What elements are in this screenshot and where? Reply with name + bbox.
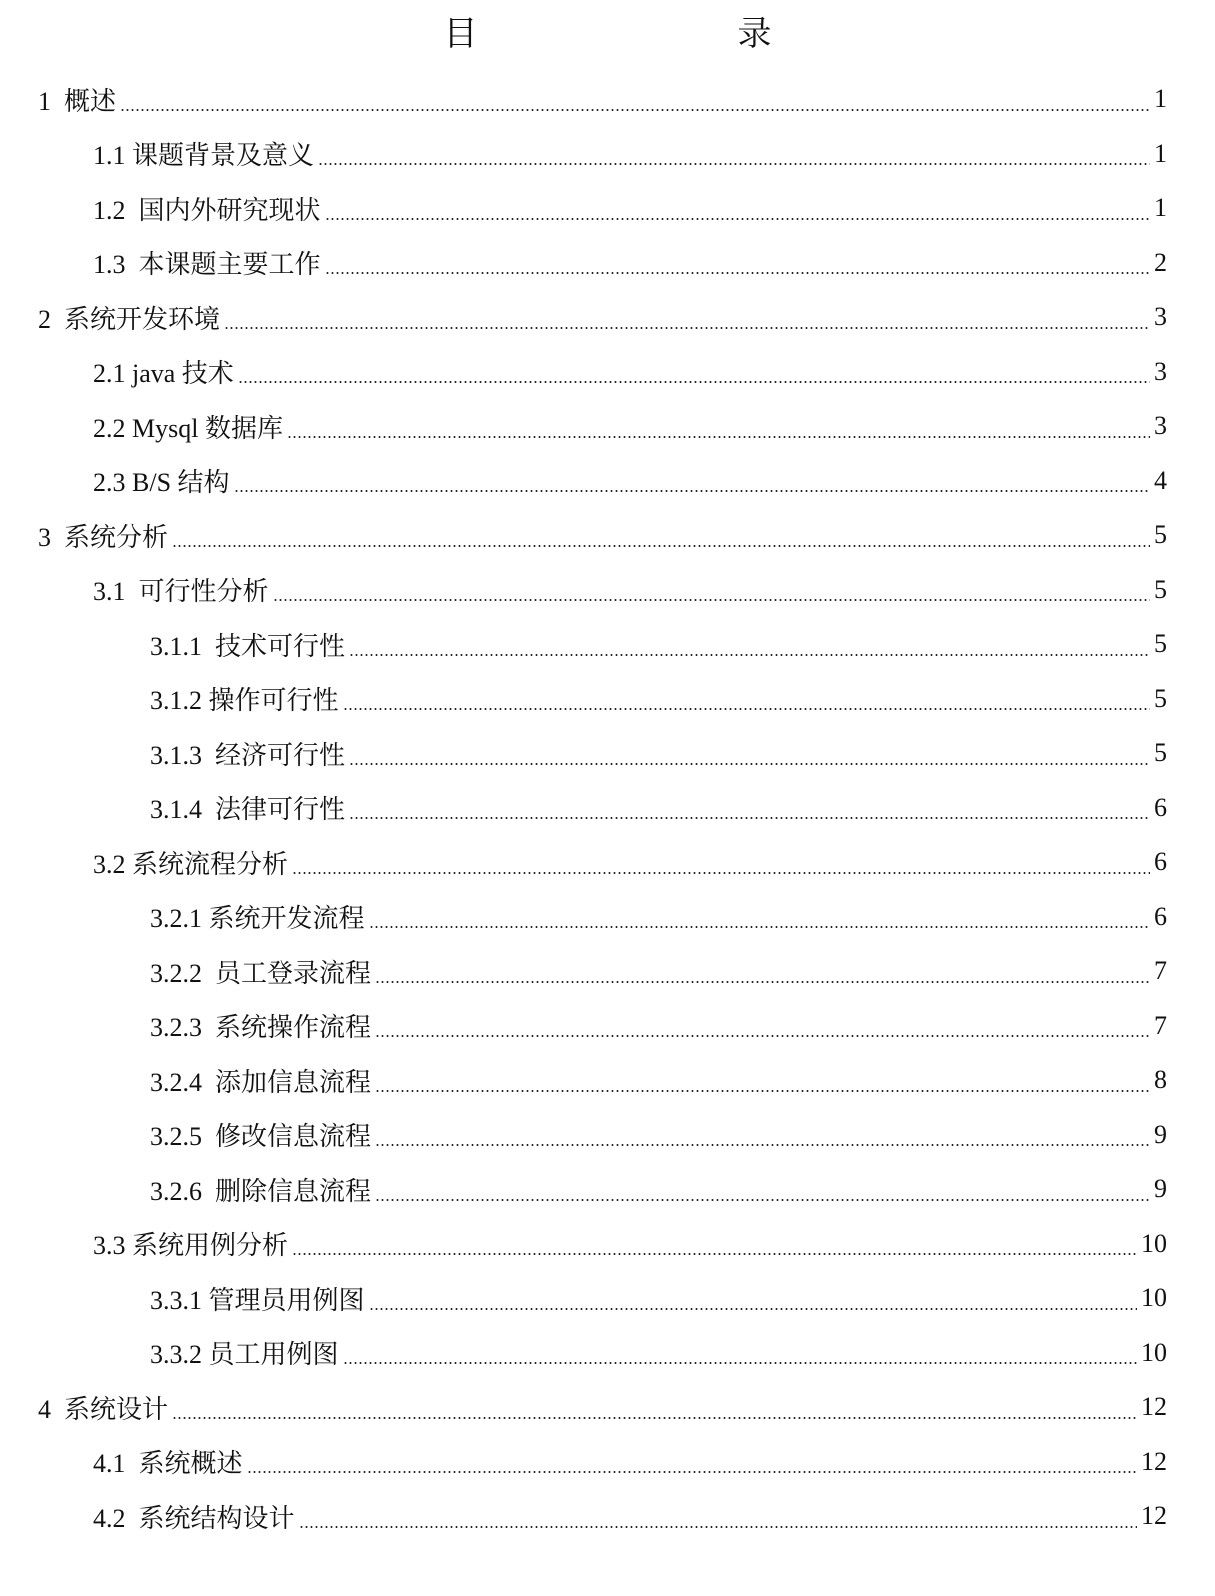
toc-entry[interactable]	[0, 563, 1215, 618]
toc-entry-number: 1.3	[93, 250, 126, 280]
dot-leader	[349, 817, 1150, 819]
toc-page-number: 5	[1154, 738, 1167, 768]
dot-leader	[325, 272, 1150, 274]
toc-entry-label	[150, 735, 345, 772]
toc-entry-number: 4.2	[93, 1503, 126, 1533]
toc-entry-number: 3.2.6	[150, 1176, 202, 1206]
toc-entry[interactable]	[0, 1217, 1215, 1272]
toc-title: 目 录	[443, 16, 836, 53]
toc-entry-number: 3.1.1	[150, 631, 202, 661]
toc-page-number: 3	[1154, 356, 1167, 386]
toc-entry-title: 系统开发流程	[208, 904, 365, 934]
toc-entry[interactable]	[0, 72, 1215, 127]
toc-entry-label	[150, 1280, 365, 1317]
toc-entry-title: 系统概述	[138, 1449, 243, 1479]
dot-leader	[343, 1362, 1137, 1364]
toc-entry-number: 2.3	[93, 468, 126, 498]
toc-entry[interactable]	[0, 290, 1215, 345]
toc-page-number: 2	[1154, 247, 1167, 277]
toc-entry-label	[93, 135, 314, 172]
toc-entry-label	[150, 789, 345, 826]
toc-entry[interactable]	[0, 1489, 1215, 1544]
toc-entry-label	[150, 1116, 371, 1153]
toc-entry[interactable]	[0, 1380, 1215, 1435]
toc-page-number: 1	[1154, 193, 1167, 223]
toc-entry-number: 3.2.3	[150, 1013, 202, 1043]
toc-entry-title: 删除信息流程	[215, 1176, 372, 1206]
toc-page-number: 8	[1154, 1065, 1167, 1095]
toc-entry[interactable]	[0, 944, 1215, 999]
dot-leader	[238, 381, 1150, 383]
toc-entry-label	[93, 462, 230, 499]
toc-entry-title: Mysql 数据库	[132, 413, 283, 443]
dot-leader	[273, 599, 1150, 601]
toc-entry-number: 3.2.2	[150, 958, 202, 988]
toc-page-number: 10	[1141, 1337, 1167, 1367]
toc-entry-title: 系统流程分析	[132, 849, 289, 879]
toc-entry-title: 操作可行性	[208, 686, 339, 716]
dot-leader	[299, 1526, 1137, 1528]
toc-page-number: 5	[1154, 629, 1167, 659]
dot-leader	[349, 654, 1150, 656]
toc-page-number: 5	[1154, 520, 1167, 550]
toc-page-number: 3	[1154, 411, 1167, 441]
toc-entry-number: 3.2.1	[150, 904, 202, 934]
dot-leader	[375, 981, 1150, 983]
dot-leader	[318, 163, 1150, 165]
dot-leader	[224, 327, 1150, 329]
toc-entry-title: 概述	[64, 86, 117, 116]
toc-entry-title: 修改信息流程	[215, 1122, 372, 1152]
toc-entry-number: 4.1	[93, 1449, 126, 1479]
toc-entry[interactable]	[0, 508, 1215, 563]
toc-entry-title: B/S 结构	[132, 468, 230, 498]
dot-leader	[325, 218, 1150, 220]
toc-entry-number: 2.1	[93, 359, 126, 389]
toc-entry-title: 课题背景及意义	[132, 141, 315, 171]
toc-entry[interactable]	[0, 835, 1215, 890]
toc-entry-label	[93, 1498, 295, 1535]
toc-entry-title: 法律可行性	[215, 795, 346, 825]
toc-entry-label	[93, 244, 321, 281]
toc-entry-number: 3.3.1	[150, 1285, 202, 1315]
toc-page-number: 5	[1154, 683, 1167, 713]
dot-leader	[369, 926, 1150, 928]
dot-leader	[343, 708, 1150, 710]
toc-entry-title: 员工登录流程	[215, 958, 372, 988]
toc-entry[interactable]	[0, 181, 1215, 236]
dot-leader	[247, 1471, 1137, 1473]
toc-entry-number: 3.2.4	[150, 1067, 202, 1097]
toc-entry-label	[93, 408, 283, 445]
toc-entry-number: 2	[38, 304, 51, 334]
toc-entry[interactable]	[0, 999, 1215, 1054]
toc-entry-number: 3	[38, 522, 51, 552]
toc-entry[interactable]	[0, 127, 1215, 182]
toc-entry-label	[38, 81, 116, 118]
toc-entry-number: 3.1	[93, 577, 126, 607]
dot-leader	[375, 1090, 1150, 1092]
dot-leader	[375, 1199, 1150, 1201]
toc-entry-label	[93, 353, 234, 390]
toc-entry-title: java 技术	[132, 359, 234, 389]
toc-entry-number: 3.1.3	[150, 740, 202, 770]
toc-entry-number: 1.1	[93, 141, 126, 171]
toc-page-number: 6	[1154, 901, 1167, 931]
dot-leader	[292, 1253, 1137, 1255]
toc-entry[interactable]	[0, 1053, 1215, 1108]
toc-entry[interactable]	[0, 726, 1215, 781]
toc-entry-title: 系统结构设计	[138, 1503, 295, 1533]
toc-page-number: 12	[1141, 1501, 1167, 1531]
toc-entry-number: 4	[38, 1394, 51, 1424]
toc-entry-number: 3.2	[93, 849, 126, 879]
toc-entry[interactable]	[0, 1271, 1215, 1326]
dot-leader	[172, 545, 1150, 547]
toc-entry-label	[38, 1389, 168, 1426]
toc-entry-title: 系统分析	[64, 522, 169, 552]
toc-entry-number: 3.3.2	[150, 1340, 202, 1370]
toc-page-number: 3	[1154, 302, 1167, 332]
toc-entry-title: 员工用例图	[208, 1340, 339, 1370]
toc-page-number: 7	[1154, 1010, 1167, 1040]
toc-entry-label	[150, 1007, 371, 1044]
toc-entry-title: 可行性分析	[138, 577, 269, 607]
toc-entry-number: 3.1.2	[150, 686, 202, 716]
toc-entry-title: 系统开发环境	[64, 304, 221, 334]
toc-entry-title: 管理员用例图	[208, 1285, 365, 1315]
toc-entry[interactable]	[0, 236, 1215, 291]
toc-entry-title: 经济可行性	[215, 740, 346, 770]
dot-leader	[369, 1308, 1137, 1310]
toc-page-number: 4	[1154, 465, 1167, 495]
toc-entry-label	[150, 1334, 339, 1371]
toc-entry-label	[93, 1443, 243, 1480]
toc-page-number: 10	[1141, 1283, 1167, 1313]
toc-entry-title: 系统用例分析	[132, 1231, 289, 1261]
toc-entry-label	[93, 1225, 288, 1262]
toc-entry-label	[93, 844, 288, 881]
dot-leader	[349, 763, 1150, 765]
toc-entry-title: 系统设计	[64, 1394, 169, 1424]
dot-leader	[120, 109, 1150, 111]
dot-leader	[172, 1417, 1137, 1419]
toc-page-number: 12	[1141, 1392, 1167, 1422]
toc-entry-number: 1.2	[93, 195, 126, 225]
toc-list	[0, 72, 1215, 1544]
toc-page-number: 5	[1154, 574, 1167, 604]
toc-entry-number: 3.1.4	[150, 795, 202, 825]
toc-entry[interactable]	[0, 1162, 1215, 1217]
dot-leader	[375, 1144, 1150, 1146]
toc-entry-title: 添加信息流程	[215, 1067, 372, 1097]
toc-entry-number: 3.3	[93, 1231, 126, 1261]
toc-entry-label	[150, 1062, 371, 1099]
toc-page-number: 9	[1154, 1119, 1167, 1149]
toc-entry-title: 本课题主要工作	[138, 250, 321, 280]
toc-entry[interactable]	[0, 345, 1215, 400]
toc-entry-label	[38, 517, 168, 554]
toc-entry-number: 1	[38, 86, 51, 116]
dot-leader	[234, 490, 1150, 492]
toc-entry[interactable]	[0, 617, 1215, 672]
toc-entry[interactable]	[0, 672, 1215, 727]
toc-entry[interactable]	[0, 1435, 1215, 1490]
toc-entry[interactable]	[0, 1108, 1215, 1163]
toc-entry-title: 系统操作流程	[215, 1013, 372, 1043]
toc-page-number: 1	[1154, 138, 1167, 168]
dot-leader	[375, 1035, 1150, 1037]
toc-entry[interactable]	[0, 781, 1215, 836]
toc-entry[interactable]	[0, 890, 1215, 945]
toc-page-number: 1	[1154, 84, 1167, 114]
toc-entry[interactable]	[0, 454, 1215, 509]
toc-entry-label	[93, 190, 321, 227]
toc-entry-number: 2.2	[93, 413, 126, 443]
toc-entry-label	[38, 299, 220, 336]
dot-leader	[292, 872, 1150, 874]
toc-entry[interactable]	[0, 1326, 1215, 1381]
toc-entry-label	[150, 953, 371, 990]
dot-leader	[287, 436, 1150, 438]
toc-page-number: 6	[1154, 847, 1167, 877]
toc-page-number: 10	[1141, 1228, 1167, 1258]
toc-page-number: 9	[1154, 1174, 1167, 1204]
toc-entry-number: 3.2.5	[150, 1122, 202, 1152]
toc-page-number: 7	[1154, 956, 1167, 986]
toc-entry-title: 国内外研究现状	[138, 195, 321, 225]
toc-page-number: 6	[1154, 792, 1167, 822]
toc-entry-title: 技术可行性	[215, 631, 346, 661]
toc-entry-label	[150, 898, 365, 935]
toc-entry-label	[150, 626, 345, 663]
toc-entry[interactable]	[0, 399, 1215, 454]
toc-page-number: 12	[1141, 1446, 1167, 1476]
toc-entry-label	[150, 1171, 371, 1208]
toc-entry-label	[93, 571, 269, 608]
toc-entry-label	[150, 680, 339, 717]
